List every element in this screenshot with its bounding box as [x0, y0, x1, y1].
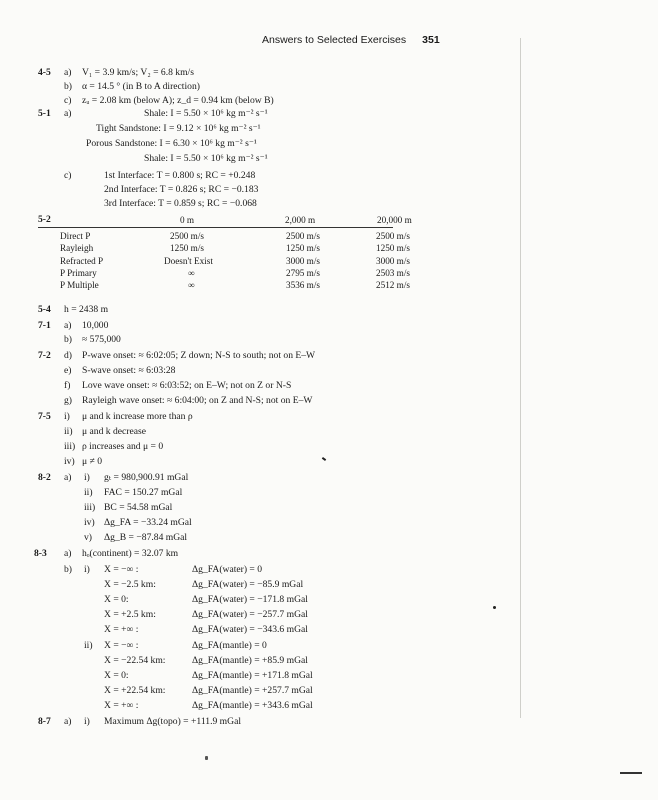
- part-label: a): [64, 108, 72, 119]
- part-label: c): [64, 170, 72, 181]
- answer-text: 10,000: [82, 320, 109, 331]
- exercise-number: 7-2: [38, 350, 51, 361]
- answer-text: BC = 54.58 mGal: [104, 502, 173, 513]
- part-label: e): [64, 365, 72, 376]
- anomaly-value: Δg_FA(mantle) = +257.7 mGal: [192, 685, 313, 696]
- part-label: a): [64, 67, 72, 78]
- table-cell: 2512 m/s: [376, 279, 410, 290]
- anomaly-value: Δg_FA(mantle) = 0: [192, 640, 267, 651]
- part-label: a): [64, 716, 72, 727]
- answer-text: zᵤ = 2.08 km (below A); z_d = 0.94 km (below B): [82, 95, 274, 106]
- table-cell: 1250 m/s: [376, 243, 410, 254]
- column-header: 20,000 m: [377, 215, 412, 225]
- answer-text: V₁ = 3.9 km/s; V₂ = 6.8 km/s: [82, 67, 194, 78]
- anomaly-value: Δg_FA(water) = 0: [192, 564, 263, 575]
- impedance-line: Porous Sandstone: I = 6.30 × 10⁶ kg m⁻² s⁻¹: [86, 138, 257, 149]
- x-position: X = −22.54 km:: [104, 655, 166, 666]
- interface-line: 2nd Interface: T = 0.826 s; RC = −0.183: [104, 184, 259, 195]
- table-row: [38, 279, 410, 292]
- anomaly-value: Δg_FA(mantle) = +85.9 mGal: [192, 655, 308, 666]
- part-label: c): [64, 95, 72, 106]
- answer-text: μ ≠ 0: [82, 456, 103, 467]
- part-label: ii): [64, 426, 73, 437]
- table-row: [38, 255, 410, 268]
- part-label: v): [84, 532, 92, 543]
- exercise-number: 8-7: [38, 716, 51, 727]
- bleed-through: [330, 70, 510, 81]
- answer-text: Δg_FA = −33.24 mGal: [104, 517, 192, 528]
- answer-text: ρ increases and μ = 0: [82, 441, 164, 452]
- page-edge-shadow: [520, 38, 521, 718]
- answer-text: Love wave onset: ≈ 6:03:52; on E–W; not on Z or N-S: [82, 380, 292, 391]
- x-position: X = 0:: [104, 594, 129, 605]
- page-number: 351: [422, 34, 440, 46]
- velocity-table: [38, 215, 412, 292]
- stray-mark: [322, 457, 326, 461]
- table-cell: 2795 m/s: [286, 267, 320, 278]
- part-label: d): [64, 350, 72, 361]
- page-header: [262, 34, 440, 46]
- exercise-number: 7-5: [38, 411, 51, 422]
- part-label: i): [84, 472, 90, 483]
- anomaly-value: Δg_FA(water) = −343.6 mGal: [192, 624, 308, 635]
- answer-text: Δg_B = −87.84 mGal: [104, 532, 188, 543]
- anomaly-value: Δg_FA(water) = −257.7 mGal: [192, 609, 308, 620]
- part-label: b): [64, 81, 72, 92]
- table-cell: 2500 m/s: [286, 231, 320, 242]
- x-position: X = −2.5 km:: [104, 579, 156, 590]
- answer-text: gₜ = 980,900.91 mGal: [104, 472, 189, 483]
- table-cell: 3536 m/s: [286, 279, 320, 290]
- x-position: X = +22.54 km:: [104, 685, 166, 696]
- answer-text: α = 14.5 ° (in B to A direction): [82, 81, 200, 92]
- impedance-line: Shale: I = 5.50 × 10⁶ kg m⁻² s⁻¹: [144, 108, 268, 119]
- impedance-line: Shale: I = 5.50 × 10⁶ kg m⁻² s⁻¹: [144, 153, 268, 164]
- anomaly-value: Δg_FA(water) = −85.9 mGal: [192, 579, 304, 590]
- table-cell: 2500 m/s: [376, 231, 410, 242]
- part-label: iv): [84, 517, 95, 528]
- exercise-number: 7-1: [38, 320, 51, 331]
- stray-dot: [493, 606, 496, 609]
- part-label: ii): [84, 487, 93, 498]
- table-cell: ∞: [188, 279, 195, 290]
- answer-text: Maximum Δg(topo) = +111.9 mGal: [104, 716, 241, 727]
- exercise-number: 4-5: [38, 67, 51, 78]
- part-label: f): [64, 380, 71, 391]
- interface-line: 3rd Interface: T = 0.859 s; RC = −0.068: [104, 198, 257, 209]
- exercise-number: 5-2: [38, 214, 51, 225]
- answer-text: FAC = 150.27 mGal: [104, 487, 183, 498]
- stray-mark: [205, 756, 208, 760]
- part-label: iii): [84, 502, 96, 513]
- table-cell: 1250 m/s: [286, 243, 320, 254]
- part-label: iv): [64, 456, 75, 467]
- answer-text: S-wave onset: ≈ 6:03:28: [82, 365, 176, 376]
- part-label: i): [64, 411, 70, 422]
- row-label: P Multiple: [60, 279, 99, 290]
- answer-text: μ and k decrease: [82, 426, 147, 437]
- part-label: b): [64, 334, 72, 345]
- part-label: g): [64, 395, 72, 406]
- anomaly-value: Δg_FA(mantle) = +343.6 mGal: [192, 700, 313, 711]
- part-label: i): [84, 716, 90, 727]
- part-label: ii): [84, 640, 93, 651]
- table-cell: 3000 m/s: [286, 255, 320, 266]
- exercise-number: 5-4: [38, 304, 51, 315]
- stray-mark: [620, 772, 642, 774]
- part-label: a): [64, 472, 72, 483]
- table-cell: 2500 m/s: [170, 231, 204, 242]
- x-position: X = −∞ :: [104, 564, 139, 575]
- table-cell: 2503 m/s: [376, 267, 410, 278]
- x-position: X = +2.5 km:: [104, 609, 156, 620]
- answer-text: hₒ(continent) = 32.07 km: [82, 548, 179, 559]
- part-label: iii): [64, 441, 76, 452]
- answer-text: Rayleigh wave onset: ≈ 6:04:00; on Z and N-S; not on E–W: [82, 395, 313, 406]
- anomaly-value: Δg_FA(mantle) = +171.8 mGal: [192, 670, 313, 681]
- x-position: X = +∞ :: [104, 624, 139, 635]
- interface-line: 1st Interface: T = 0.800 s; RC = +0.248: [104, 170, 256, 181]
- answer-text: P-wave onset: ≈ 6:02:05; Z down; N-S to south; not on E–W: [82, 350, 316, 361]
- exercise-number: 5-1: [38, 108, 51, 119]
- anomaly-value: Δg_FA(water) = −171.8 mGal: [192, 594, 308, 605]
- exercise-number: 8-3: [34, 548, 47, 559]
- table-row: [38, 243, 410, 255]
- row-label: Rayleigh: [60, 243, 94, 254]
- x-position: X = +∞ :: [104, 700, 139, 711]
- header-title: Answers to Selected Exercises: [262, 34, 407, 46]
- answer-text: μ and k increase more than ρ: [82, 411, 193, 422]
- table-row: [38, 231, 410, 243]
- part-label: a): [64, 320, 72, 331]
- table-cell: 3000 m/s: [376, 255, 410, 266]
- table-cell: Doesn't Exist: [164, 255, 213, 266]
- x-position: X = −∞ :: [104, 640, 139, 651]
- table-cell: 1250 m/s: [170, 243, 204, 254]
- impedance-line: Tight Sandstone: I = 9.12 × 10⁶ kg m⁻² s⁻¹: [96, 123, 261, 134]
- answer-text: ≈ 575,000: [82, 334, 121, 345]
- part-label: i): [84, 564, 90, 575]
- x-position: X = 0:: [104, 670, 129, 681]
- table-cell: ∞: [188, 267, 195, 278]
- table-row: [38, 267, 410, 280]
- row-label: Direct P: [60, 231, 91, 242]
- part-label: b): [64, 564, 72, 575]
- row-label: Refracted P: [60, 255, 104, 266]
- answer-text: h = 2438 m: [64, 304, 109, 315]
- exercise-number: 8-2: [38, 472, 51, 483]
- part-label: a): [64, 548, 72, 559]
- table-header: [38, 215, 412, 228]
- column-header: 0 m: [180, 215, 195, 225]
- row-label: P Primary: [60, 267, 97, 278]
- column-header: 2,000 m: [285, 215, 316, 225]
